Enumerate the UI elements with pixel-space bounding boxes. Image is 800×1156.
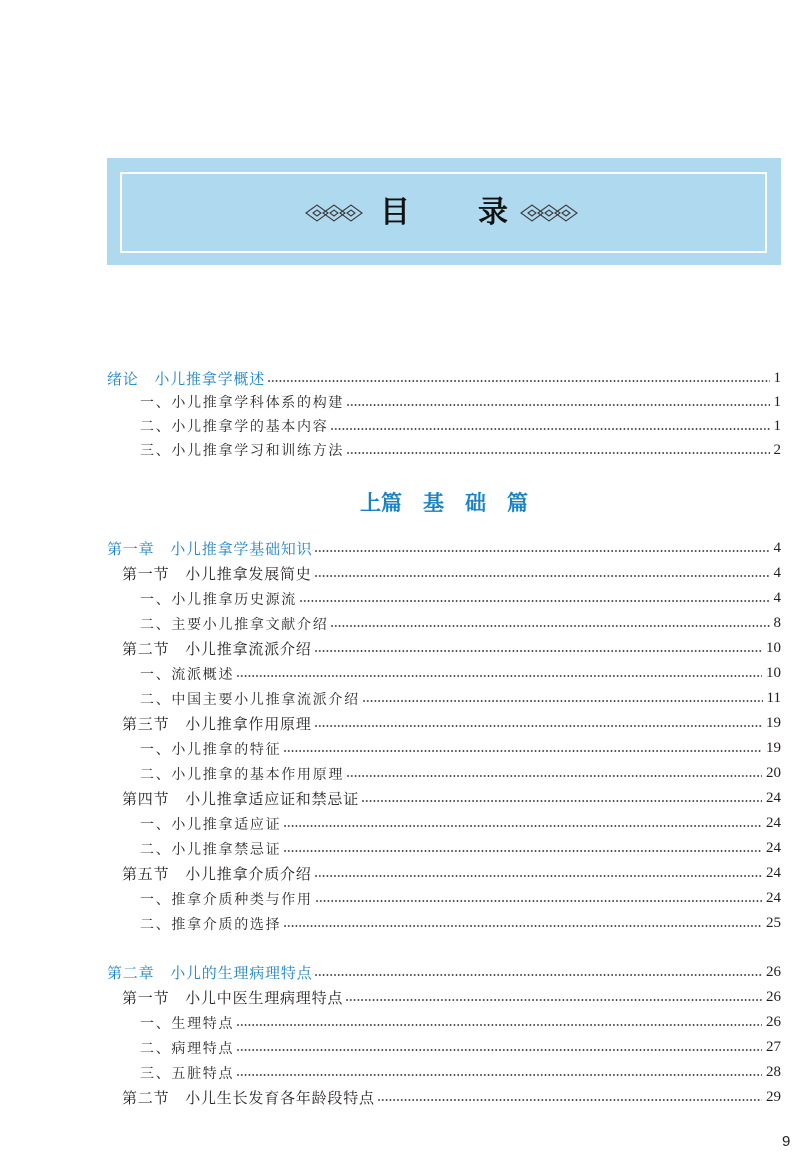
leader-dots [363, 686, 763, 711]
toc-entry-label: 第一节 小儿中医生理病理特点 [122, 989, 344, 1007]
toc-entry-label: 二、推拿介质的选择 [140, 916, 282, 933]
title-banner [107, 158, 781, 265]
toc-entry-page: 10 [766, 665, 781, 681]
toc-entry-label: 第三节 小儿推拿作用原理 [122, 715, 312, 733]
toc-item-entry [107, 686, 781, 711]
toc-entry-label: 一、小儿推拿的特征 [140, 741, 282, 758]
toc-entry-page: 19 [766, 715, 781, 731]
toc-item-entry [107, 661, 781, 686]
toc-item-entry [107, 761, 781, 786]
toc-section-entry [107, 786, 781, 811]
leader-dots [268, 366, 769, 390]
toc-chapter-1-group [107, 536, 781, 936]
toc-entry-page: 27 [766, 1039, 781, 1055]
leader-dots [315, 960, 762, 985]
toc-entry-page: 4 [773, 590, 781, 606]
toc-entry-page: 24 [766, 865, 781, 881]
toc-entry-page: 26 [766, 964, 781, 980]
part-heading: 上篇 基 础 篇 [360, 491, 528, 515]
leader-dots [315, 561, 770, 586]
leader-dots [316, 886, 762, 911]
toc-entry-page: 25 [766, 915, 781, 931]
toc-entry-page: 24 [766, 890, 781, 906]
toc-entry-page: 1 [773, 393, 781, 410]
toc-entry-label: 二、主要小儿推拿文献介绍 [140, 616, 329, 633]
toc-item-entry [107, 1035, 781, 1060]
toc-entry-label: 二、中国主要小儿推拿流派介绍 [140, 691, 360, 708]
leader-dots [237, 1010, 762, 1035]
toc-entry-page: 19 [766, 740, 781, 756]
page-number: 9 [782, 1133, 791, 1150]
leader-dots [284, 911, 762, 936]
toc-entry-page: 10 [766, 640, 781, 656]
toc-entry-page: 28 [766, 1064, 781, 1080]
toc-chapter-entry [107, 960, 781, 985]
toc-entry-label: 第四节 小儿推拿适应证和禁忌证 [122, 790, 360, 808]
toc-item-entry [107, 1060, 781, 1085]
toc-entry-label: 二、小儿推拿禁忌证 [140, 841, 282, 858]
toc-section-entry [107, 561, 781, 586]
toc-entry-page: 24 [766, 815, 781, 831]
toc-entry-label: 二、小儿推拿的基本作用原理 [140, 766, 345, 783]
toc-entry-label: 三、小儿推拿学习和训练方法 [140, 443, 345, 459]
toc-section-entry [107, 711, 781, 736]
leader-dots [300, 586, 770, 611]
toc-entry-page: 8 [773, 615, 781, 631]
toc-entry-label: 绪论 小儿推拿学概述 [107, 369, 266, 388]
toc-section-entry [107, 861, 781, 886]
toc-item-entry [107, 1010, 781, 1035]
toc-entry-page: 20 [766, 765, 781, 781]
leader-dots [315, 861, 762, 886]
leader-dots [346, 985, 762, 1010]
toc-item-entry [107, 736, 781, 761]
leader-dots [347, 438, 769, 462]
toc-entry-label: 第五节 小儿推拿介质介绍 [122, 865, 312, 883]
diamond-chain-ornament-icon [305, 204, 363, 222]
toc-item-entry [107, 911, 781, 936]
toc-entry-page: 24 [766, 840, 781, 856]
toc-entry-label: 一、小儿推拿适应证 [140, 816, 282, 833]
toc-entry-page: 4 [773, 565, 781, 581]
toc-entry-label: 一、生理特点 [140, 1015, 235, 1032]
toc-intro-group [107, 366, 781, 462]
toc-entry-label: 第一章 小儿推拿学基础知识 [107, 540, 313, 558]
toc-item-entry [107, 414, 781, 438]
leader-dots [284, 736, 762, 761]
toc-item-entry [107, 611, 781, 636]
toc-entry-label: 一、小儿推拿学科体系的构建 [140, 395, 345, 411]
toc-entry-page: 4 [773, 540, 781, 556]
toc-chapter-2-group [107, 960, 781, 1110]
toc-chapter-entry [107, 366, 781, 390]
toc-entry-page: 29 [766, 1089, 781, 1105]
toc-item-entry [107, 390, 781, 414]
toc-entry-label: 第一节 小儿推拿发展简史 [122, 565, 312, 583]
toc-item-entry [107, 811, 781, 836]
leader-dots [284, 811, 762, 836]
toc-entry-page: 24 [766, 790, 781, 806]
toc-entry-page: 26 [766, 1014, 781, 1030]
toc-item-entry [107, 886, 781, 911]
leader-dots [331, 414, 769, 438]
toc-entry-label: 第二节 小儿推拿流派介绍 [122, 640, 312, 658]
toc-entry-page: 1 [773, 417, 781, 434]
toc-item-entry [107, 586, 781, 611]
toc-entry-label: 二、病理特点 [140, 1040, 235, 1057]
leader-dots [237, 1060, 762, 1085]
toc-item-entry [107, 836, 781, 861]
toc-entry-page: 26 [766, 989, 781, 1005]
diamond-chain-ornament-icon [520, 204, 578, 222]
leader-dots [237, 1035, 762, 1060]
toc-entry-page: 2 [773, 441, 781, 458]
toc-entry-label: 一、小儿推拿历史源流 [140, 591, 297, 608]
leader-dots [347, 761, 762, 786]
toc-entry-label: 三、五脏特点 [140, 1065, 235, 1082]
toc-entry-label: 一、流派概述 [140, 666, 235, 683]
leader-dots [347, 390, 769, 414]
toc-entry-label: 第二节 小儿生长发育各年龄段特点 [122, 1089, 375, 1107]
leader-dots [362, 786, 762, 811]
toc-section-entry [107, 636, 781, 661]
toc-item-entry [107, 438, 781, 462]
leader-dots [315, 636, 762, 661]
leader-dots [237, 661, 762, 686]
toc-entry-page: 11 [766, 690, 781, 706]
toc-entry-label: 一、推拿介质种类与作用 [140, 891, 313, 908]
toc-section-entry [107, 985, 781, 1010]
toc-entry-label: 第二章 小儿的生理病理特点 [107, 964, 313, 982]
leader-dots [315, 711, 762, 736]
leader-dots [315, 536, 769, 561]
toc-entry-label: 二、小儿推拿学的基本内容 [140, 419, 329, 435]
toc-entry-page: 1 [773, 369, 781, 386]
leader-dots [284, 836, 762, 861]
page-title: 目 录 [380, 195, 527, 230]
toc-chapter-entry [107, 536, 781, 561]
leader-dots [331, 611, 769, 636]
toc-section-entry [107, 1085, 781, 1110]
leader-dots [378, 1085, 762, 1110]
